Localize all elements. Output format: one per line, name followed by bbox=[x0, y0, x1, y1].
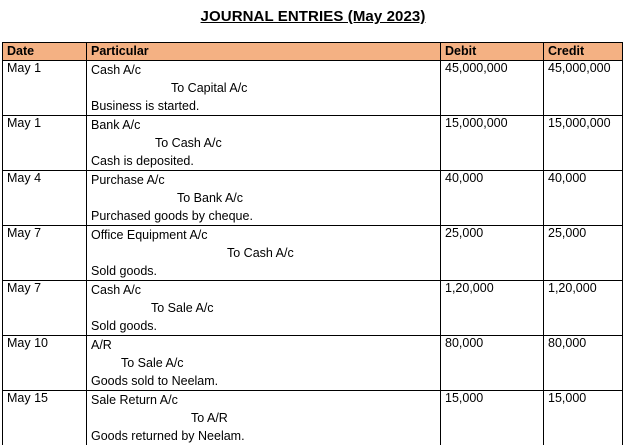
debit-amount: 40,000 bbox=[441, 171, 544, 226]
table-row bbox=[3, 171, 623, 226]
debit-account: Cash A/c bbox=[91, 61, 436, 79]
debit-account: Purchase A/c bbox=[91, 171, 436, 189]
page-title: JOURNAL ENTRIES (May 2023) bbox=[0, 8, 626, 25]
entry-date: May 10 bbox=[3, 336, 87, 391]
header-particular: Particular bbox=[87, 43, 441, 61]
debit-amount: 80,000 bbox=[441, 336, 544, 391]
credit-amount: 45,000,000 bbox=[544, 61, 623, 116]
entry-date: May 7 bbox=[3, 281, 87, 336]
credit-amount: 15,000,000 bbox=[544, 116, 623, 171]
narration: Goods returned by Neelam. bbox=[91, 427, 436, 445]
entry-particular bbox=[87, 336, 441, 391]
debit-amount: 15,000,000 bbox=[441, 116, 544, 171]
credit-account: To Cash A/c bbox=[91, 244, 436, 262]
entry-particular bbox=[87, 171, 441, 226]
credit-amount: 1,20,000 bbox=[544, 281, 623, 336]
table-row bbox=[3, 281, 623, 336]
narration: Business is started. bbox=[91, 97, 436, 115]
entry-particular bbox=[87, 281, 441, 336]
table-row bbox=[3, 116, 623, 171]
header-debit: Debit bbox=[441, 43, 544, 61]
credit-amount: 40,000 bbox=[544, 171, 623, 226]
credit-amount: 25,000 bbox=[544, 226, 623, 281]
credit-account: To Capital A/c bbox=[91, 79, 436, 97]
entry-date: May 4 bbox=[3, 171, 87, 226]
table-row bbox=[3, 226, 623, 281]
entry-particular bbox=[87, 226, 441, 281]
entry-date: May 7 bbox=[3, 226, 87, 281]
table-row bbox=[3, 61, 623, 116]
credit-amount: 15,000 bbox=[544, 391, 623, 445]
credit-account: To Bank A/c bbox=[91, 189, 436, 207]
credit-amount: 80,000 bbox=[544, 336, 623, 391]
debit-account: Sale Return A/c bbox=[91, 391, 436, 409]
credit-account: To A/R bbox=[91, 409, 436, 427]
header-date: Date bbox=[3, 43, 87, 61]
credit-account: To Sale A/c bbox=[91, 299, 436, 317]
header-row bbox=[3, 43, 623, 61]
debit-amount: 45,000,000 bbox=[441, 61, 544, 116]
entry-date: May 1 bbox=[3, 61, 87, 116]
entry-particular bbox=[87, 391, 441, 445]
entry-date: May 15 bbox=[3, 391, 87, 445]
narration: Goods sold to Neelam. bbox=[91, 372, 436, 390]
debit-amount: 25,000 bbox=[441, 226, 544, 281]
table-row bbox=[3, 336, 623, 391]
header-credit: Credit bbox=[544, 43, 623, 61]
entry-date: May 1 bbox=[3, 116, 87, 171]
debit-amount: 1,20,000 bbox=[441, 281, 544, 336]
credit-account: To Cash A/c bbox=[91, 134, 436, 152]
narration: Sold goods. bbox=[91, 262, 436, 280]
journal-table bbox=[2, 42, 623, 445]
credit-account: To Sale A/c bbox=[91, 354, 436, 372]
narration: Sold goods. bbox=[91, 317, 436, 335]
debit-account: Bank A/c bbox=[91, 116, 436, 134]
debit-account: A/R bbox=[91, 336, 436, 354]
debit-account: Office Equipment A/c bbox=[91, 226, 436, 244]
narration: Purchased goods by cheque. bbox=[91, 207, 436, 225]
entry-particular bbox=[87, 61, 441, 116]
entry-particular bbox=[87, 116, 441, 171]
table-row bbox=[3, 391, 623, 445]
debit-amount: 15,000 bbox=[441, 391, 544, 445]
debit-account: Cash A/c bbox=[91, 281, 436, 299]
narration: Cash is deposited. bbox=[91, 152, 436, 170]
